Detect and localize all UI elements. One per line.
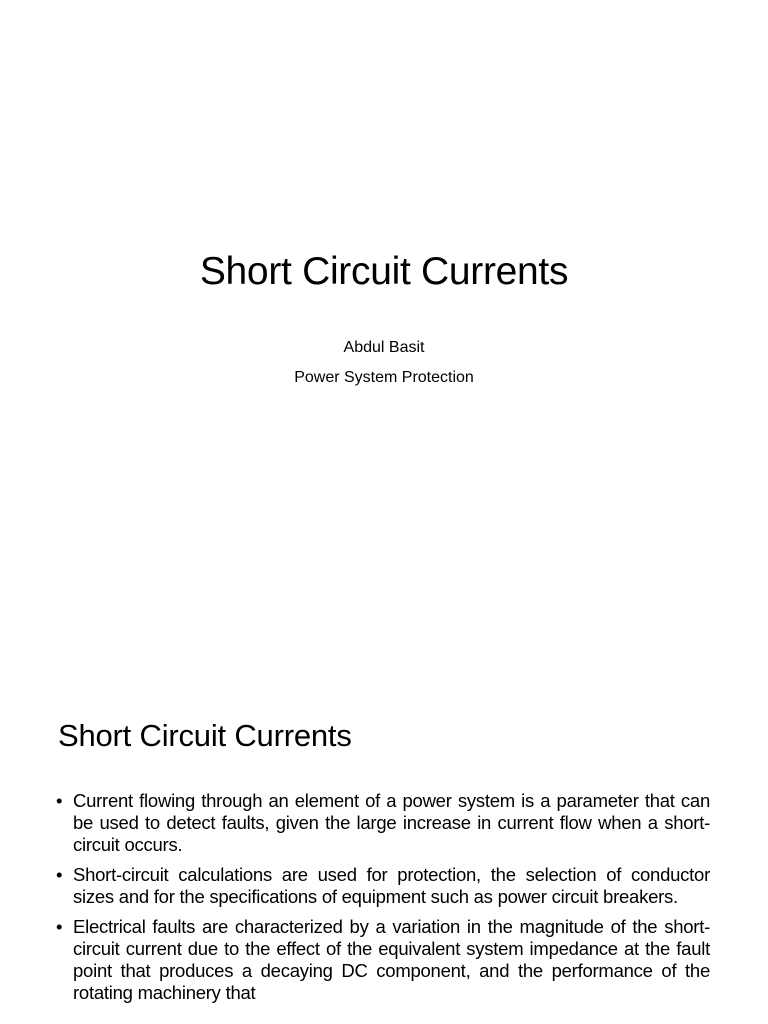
slide-heading: Short Circuit Currents [58,718,352,753]
bullet-item [56,916,710,1004]
bullet-dot-icon: • [56,790,63,811]
content-slide [0,576,768,1024]
author-name: Abdul Basit [343,339,425,356]
course-name: Power System Protection [294,369,474,386]
bullet-list [56,790,710,1012]
bullet-dot-icon: • [56,916,63,937]
bullet-dot-icon: • [56,864,63,885]
bullet-text: Current flowing through an element of a power system is a parameter that can be used to detect faults, given the large increase in current flow when a short-circuit occurs. [73,790,710,855]
bullet-item [56,864,710,908]
bullet-text: Short-circuit calculations are used for protection, the selection of conductor sizes and for the specifications of equipment such as power circuit breakers. [73,864,710,907]
bullet-item [56,790,710,856]
slide-title: Short Circuit Currents [199,250,569,293]
bullet-text: Electrical faults are characterized by a variation in the magnitude of the short-circuit current due to the effect of the equivalent system impedance at the fault point that produces a decaying DC component, and the performance of the rotating machinery that [73,916,710,1003]
